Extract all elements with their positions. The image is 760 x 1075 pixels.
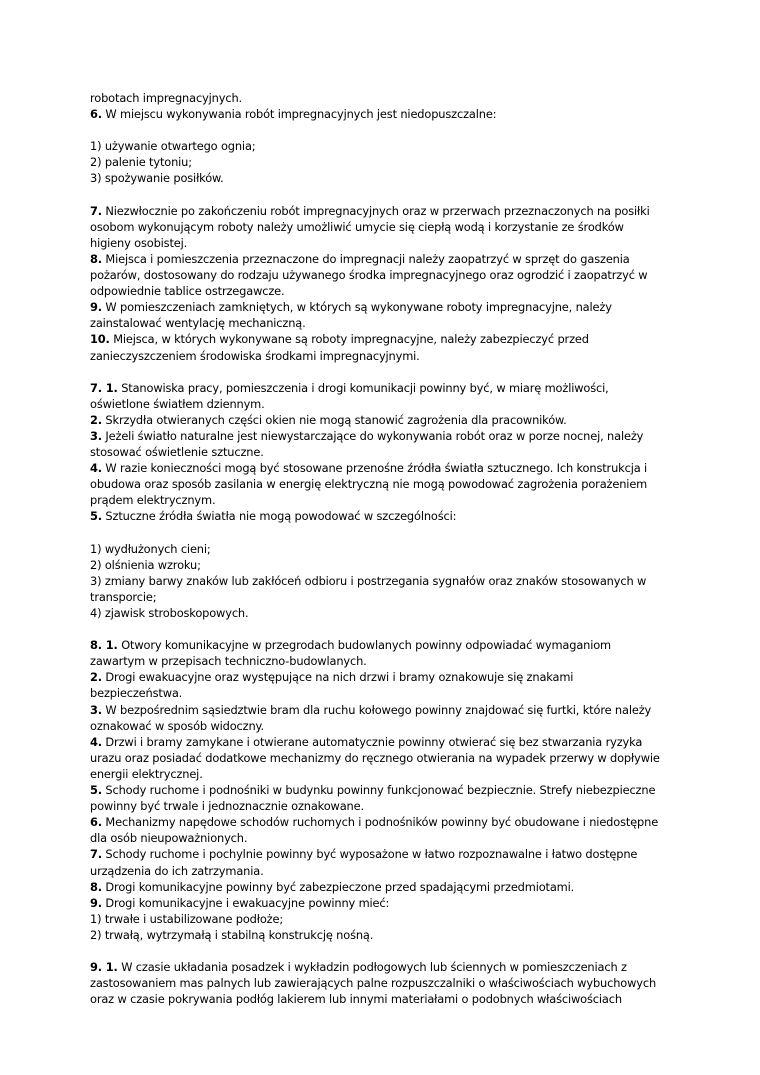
paragraph-gap <box>90 364 670 380</box>
text-line <box>90 927 670 943</box>
line-text: powinny być trwale i jednoznacznie oznakowane. <box>90 799 364 814</box>
line-text: robotach impregnacyjnych. <box>90 91 242 105</box>
section-number: 7. 1. <box>90 380 118 395</box>
line-text: 1) używanie otwartego ognia; <box>90 139 256 154</box>
line-text: dla osób nieupoważnionych. <box>90 831 248 846</box>
text-line <box>90 734 670 750</box>
text-line <box>90 959 670 975</box>
section-number: 3. <box>90 428 102 443</box>
line-text: W pomieszczeniach zamkniętych, w których są wykonywane roboty impregnacyjne, należy <box>101 300 612 315</box>
section-number: 9. 1. <box>90 960 118 975</box>
section-number: 4. <box>90 461 102 476</box>
text-line <box>90 299 670 315</box>
text-block <box>90 959 670 1007</box>
text-line <box>90 541 670 557</box>
text-line <box>90 605 670 621</box>
section-number: 8. <box>90 251 102 266</box>
line-text: Drogi ewakuacyjne oraz występujące na nich drzwi i bramy oznakowuje się znakami <box>101 670 574 685</box>
paragraph-gap <box>90 122 670 138</box>
line-text: Miejsca, w których wykonywane są roboty impregnacyjne, należy zabezpieczyć przed <box>109 332 589 347</box>
line-text: higieny osobistej. <box>90 235 188 250</box>
line-text: 3) zmiany barwy znaków lub zakłóceń odbioru i postrzegania sygnałów oraz znaków stosowanych w <box>90 573 647 588</box>
text-block <box>90 541 670 621</box>
text-line <box>90 396 670 412</box>
line-text: 4) zjawisk stroboskopowych. <box>90 606 249 620</box>
line-text: urazu oraz posiadać dodatkowe mechanizmy do ręcznego otwierania na wypadek przerwy w dopływie <box>90 750 660 765</box>
paragraph-gap <box>90 187 670 203</box>
line-text: Otwory komunikacyjne w przegrodach budowlanych powinny odpowiadać wymaganiom <box>117 638 611 653</box>
text-line <box>90 460 670 476</box>
text-line <box>90 589 670 605</box>
line-text: 1) wydłużonych cieni; <box>90 541 211 556</box>
text-line <box>90 492 670 508</box>
text-line <box>90 798 670 814</box>
text-line <box>90 782 670 798</box>
line-text: oświetlone światłem dziennym. <box>90 396 265 411</box>
line-text: Miejsca i pomieszczenia przeznaczone do impregnacji należy zaopatrzyć w sprzęt do gaszenia <box>101 251 630 266</box>
text-line <box>90 669 670 685</box>
text-line <box>90 508 670 524</box>
text-line <box>90 235 670 251</box>
text-line <box>90 203 670 219</box>
text-line <box>90 412 670 428</box>
line-text: zawartym w przepisach techniczno-budowlanych. <box>90 654 367 669</box>
line-text: 2) palenie tytoniu; <box>90 155 192 170</box>
line-text: Stanowiska pracy, pomieszczenia i drogi komunikacji powinny być, w miarę możliwości, <box>117 380 609 395</box>
line-text: obudowa oraz sposób zasilania w energię elektryczną nie mogą powodować zagrożenia porażeniem <box>90 477 648 492</box>
text-line <box>90 895 670 911</box>
line-text: 1) trwałe i ustabilizowane podłoże; <box>90 911 284 926</box>
paragraph-gap <box>90 621 670 637</box>
text-line <box>90 814 670 830</box>
text-line <box>90 251 670 267</box>
text-line <box>90 557 670 573</box>
text-block <box>90 138 670 186</box>
section-number: 5. <box>90 783 102 798</box>
line-text: W miejscu wykonywania robót impregnacyjnych jest niedopuszczalne: <box>101 107 497 122</box>
line-text: oznakować w sposób widoczny. <box>90 718 264 733</box>
text-line <box>90 911 670 927</box>
line-text: prądem elektrycznym. <box>90 493 216 508</box>
section-number: 4. <box>90 734 102 749</box>
text-line <box>90 685 670 701</box>
text-line <box>90 830 670 846</box>
line-text: odpowiednie tablice ostrzegawcze. <box>90 284 285 299</box>
text-line <box>90 267 670 283</box>
text-line <box>90 637 670 653</box>
line-text: zastosowaniem mas palnych lub zawierających palne rozpuszczalniki o właściwościach wybuchowych <box>90 976 657 991</box>
text-line <box>90 219 670 235</box>
paragraph-gap <box>90 525 670 541</box>
text-line <box>90 154 670 170</box>
line-text: Jeżeli światło naturalne jest niewystarczające do wykonywania robót oraz w porze nocnej, należy <box>101 428 644 443</box>
line-text: energii elektrycznej. <box>90 766 203 781</box>
text-line <box>90 573 670 589</box>
line-text: oraz w czasie pokrywania podłóg lakierem lub innymi materiałami o podobnych właściwościach <box>90 992 622 1007</box>
line-text: osobom wykonującym roboty należy umożliwić umycie się ciepłą wodą i korzystanie ze środków <box>90 219 624 234</box>
text-block <box>90 90 670 122</box>
text-line <box>90 283 670 299</box>
text-line <box>90 138 670 154</box>
section-number: 8. <box>90 879 102 894</box>
line-text: Schody ruchome i pochylnie powinny być wyposażone w łatwo rozpoznawalne i łatwo dostępne <box>101 847 638 862</box>
section-number: 5. <box>90 509 102 524</box>
line-text: 2) olśnienia wzroku; <box>90 557 201 572</box>
line-text: Drogi komunikacyjne powinny być zabezpieczone przed spadającymi przedmiotami. <box>101 879 575 894</box>
text-line <box>90 879 670 895</box>
text-block <box>90 637 670 943</box>
text-line <box>90 653 670 669</box>
text-line <box>90 750 670 766</box>
line-text: Drzwi i bramy zamykane i otwierane automatycznie powinny otwierać się bez stwarzania ryzyka <box>101 734 643 749</box>
text-line <box>90 444 670 460</box>
line-text: Sztuczne źródła światła nie mogą powodować w szczególności: <box>101 509 457 524</box>
text-line <box>90 106 670 122</box>
text-line <box>90 766 670 782</box>
section-number: 7. <box>90 847 102 862</box>
text-line <box>90 846 670 862</box>
section-number: 8. 1. <box>90 638 118 653</box>
text-line <box>90 991 670 1007</box>
text-line <box>90 702 670 718</box>
line-text: pożarów, dostosowany do rodzaju używanego środka impregnacyjnego oraz ogrodzić i zaopatrzyć w <box>90 268 648 283</box>
line-text: transporcie; <box>90 589 157 604</box>
text-line <box>90 975 670 991</box>
text-line <box>90 315 670 331</box>
line-text: 2) trwałą, wytrzymałą i stabilną konstrukcję nośną. <box>90 927 374 942</box>
line-text: W czasie układania posadzek i wykładzin podłogowych lub ściennych w pomieszczeniach z <box>117 960 627 975</box>
line-text: Mechanizmy napędowe schodów ruchomych i podnośników powinny być obudowane i niedostępne <box>101 815 659 830</box>
line-text: Schody ruchome i podnośniki w budynku powinny funkcjonować bezpiecznie. Strefy niebezpieczne <box>101 783 656 798</box>
line-text: stosować oświetlenie sztuczne. <box>90 445 264 460</box>
line-text: urządzenia do ich zatrzymania. <box>90 863 264 878</box>
section-number: 3. <box>90 702 102 717</box>
text-line <box>90 170 670 186</box>
text-block <box>90 380 670 525</box>
line-text: Drogi komunikacyjne i ewakuacyjne powinny mieć: <box>101 895 390 910</box>
paragraph-gap <box>90 943 670 959</box>
text-line <box>90 331 670 347</box>
text-line <box>90 718 670 734</box>
section-number: 9. <box>90 895 102 910</box>
line-text: Niezwłocznie po zakończeniu robót impregnacyjnych oraz w przerwach przeznaczonych na posiłki <box>101 203 650 218</box>
section-number: 6. <box>90 107 102 122</box>
section-number: 2. <box>90 412 102 427</box>
line-text: 3) spożywanie posiłków. <box>90 171 224 186</box>
section-number: 9. <box>90 300 102 315</box>
line-text: zainstalować wentylację mechaniczną. <box>90 316 306 331</box>
line-text: bezpieczeństwa. <box>90 686 183 701</box>
line-text: Skrzydła otwieranych części okien nie mogą stanowić zagrożenia dla pracowników. <box>101 412 567 427</box>
text-line <box>90 348 670 364</box>
section-number: 2. <box>90 670 102 685</box>
document-page <box>90 90 670 1007</box>
line-text: W razie konieczności mogą być stosowane przenośne źródła światła sztucznego. Ich konstrukcja i <box>101 461 648 476</box>
text-line <box>90 380 670 396</box>
section-number: 7. <box>90 203 102 218</box>
text-line <box>90 90 670 106</box>
text-line <box>90 428 670 444</box>
line-text: zanieczyszczeniem środowiska środkami impregnacyjnymi. <box>90 348 420 363</box>
section-number: 6. <box>90 815 102 830</box>
text-block <box>90 203 670 364</box>
line-text: W bezpośrednim sąsiedztwie bram dla ruchu kołowego powinny znajdować się furtki, które należy <box>101 702 652 717</box>
section-number: 10. <box>90 332 110 347</box>
text-line <box>90 476 670 492</box>
text-line <box>90 863 670 879</box>
